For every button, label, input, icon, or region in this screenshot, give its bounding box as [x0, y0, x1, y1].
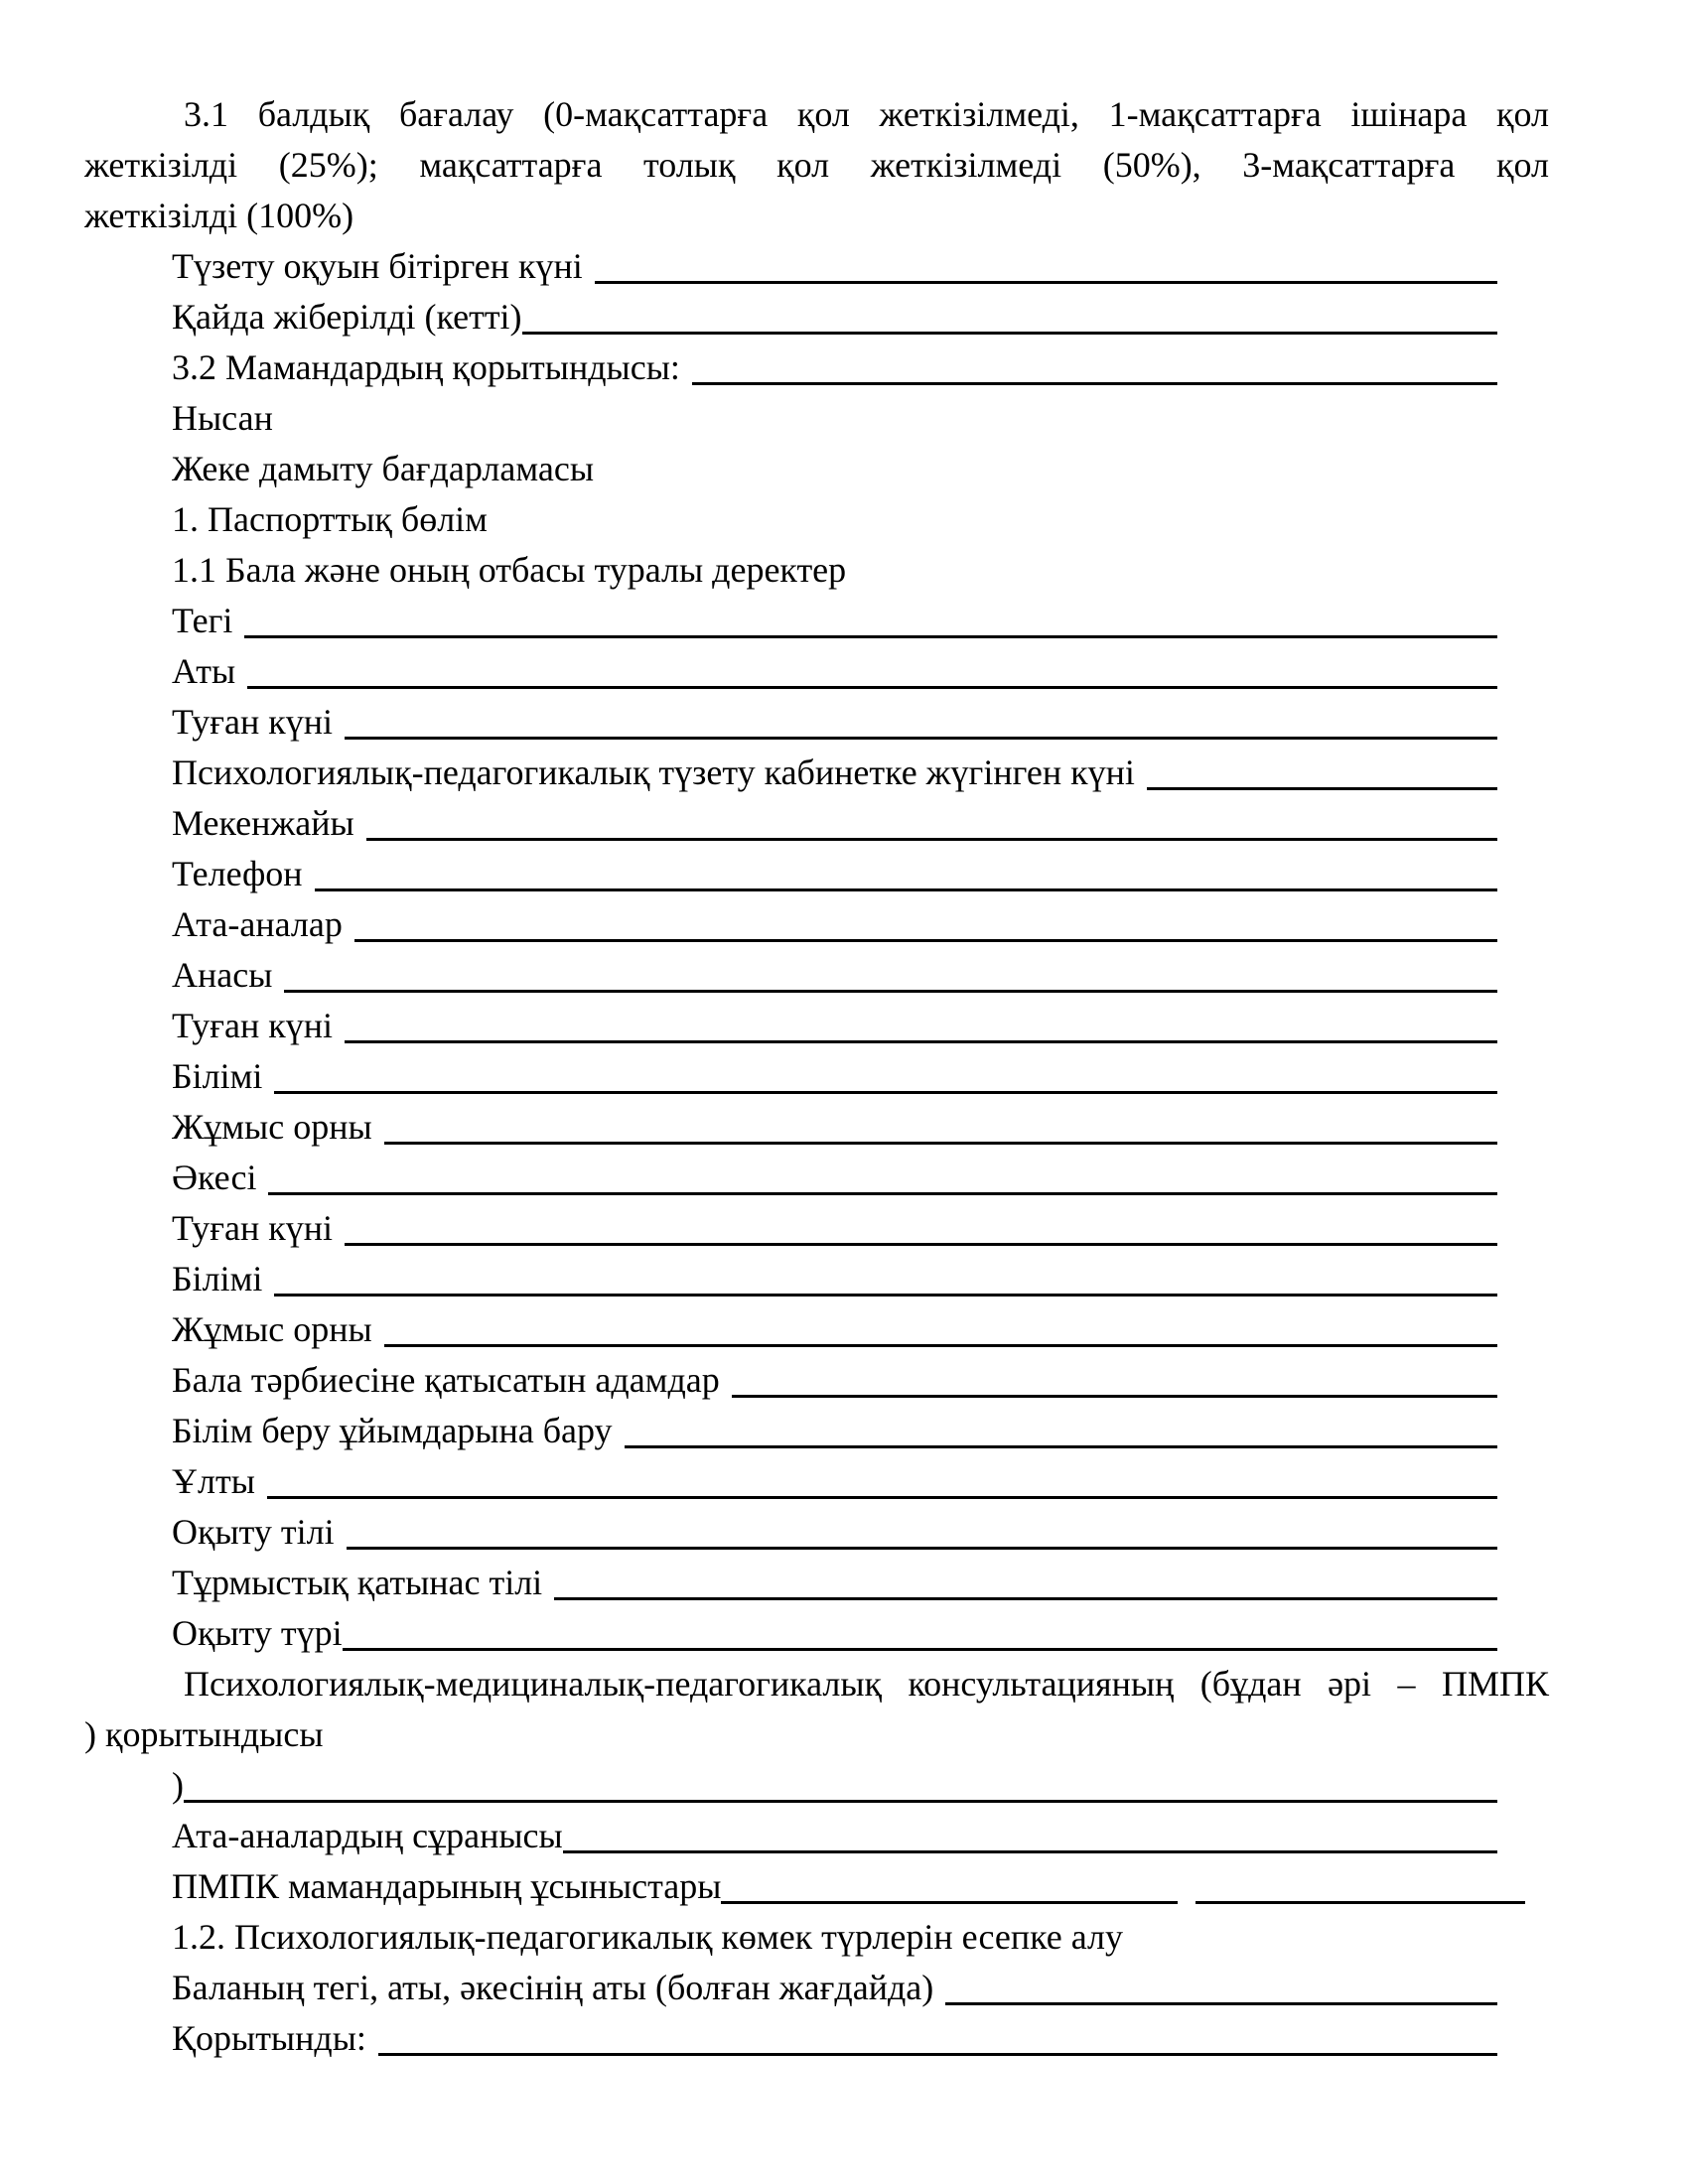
text-line: [84, 1659, 1549, 1709]
blank-underline: [274, 1254, 1497, 1297]
blank-underline: [345, 1001, 1497, 1043]
field-line: [84, 798, 1549, 849]
blank-underline: [244, 596, 1497, 638]
line-text: 1.2. Психологиялық-педагогикалық көмек түрлерін есепке алу: [172, 1917, 1124, 1957]
line-text: Психологиялық-медициналық-педагогикалық консультацияның (бұдан әрі – ПМПК: [184, 1664, 1549, 1704]
blank-underline: [721, 1861, 1178, 1904]
field-line: [84, 1760, 1549, 1811]
line-text: Білімі: [172, 1056, 263, 1096]
blank-underline: [732, 1355, 1497, 1398]
blank-underline: [945, 1963, 1497, 2005]
line-text: Ата-аналар: [172, 904, 343, 944]
blank-underline: [184, 1760, 1497, 1803]
field-line: [84, 646, 1549, 697]
blank-underline: [354, 899, 1497, 942]
line-text: Баланың тегі, аты, әкесінің аты (болған жағдайда): [172, 1968, 934, 2007]
blank-underline: [284, 950, 1497, 993]
field-line: [84, 1406, 1549, 1456]
line-text: Тегі: [172, 601, 233, 640]
blank-underline: [268, 1153, 1497, 1195]
line-text: 3.1 балдық бағалау (0-мақсаттарға қол жеткізілмеді, 1-мақсаттарға ішінара қол: [184, 94, 1549, 134]
line-text: ПМПК мамандарының ұсыныстары: [172, 1866, 722, 1906]
line-text: Бала тәрбиесіне қатысатын адамдар: [172, 1360, 720, 1400]
line-text: Қорытынды:: [172, 2018, 366, 2058]
line-text: 1. Паспорттық бөлім: [172, 499, 488, 539]
field-line: [84, 292, 1549, 342]
line-text: жеткізілді (25%); мақсаттарға толық қол жеткізілмеді (50%), 3-мақсаттарға қол: [84, 145, 1549, 185]
field-line: [84, 1861, 1549, 1912]
field-line: [84, 1051, 1549, 1102]
blank-underline: [595, 241, 1497, 284]
line-text: Туған күні: [172, 702, 333, 742]
line-text: Туған күні: [172, 1208, 333, 1248]
field-line: [84, 342, 1549, 393]
field-line: [84, 1304, 1549, 1355]
line-text: Туған күні: [172, 1006, 333, 1045]
field-line: [84, 950, 1549, 1001]
line-text: Әкесі: [172, 1158, 257, 1197]
line-text: ): [172, 1765, 184, 1805]
line-text: Білімі: [172, 1259, 263, 1298]
blank-underline: [692, 342, 1497, 385]
field-line: [84, 899, 1549, 950]
blank-underline: [343, 1608, 1497, 1651]
text-line: [84, 1912, 1549, 1963]
field-line: [84, 1355, 1549, 1406]
field-line: [84, 1001, 1549, 1051]
line-text: Телефон: [172, 854, 303, 893]
blank-underline: [384, 1102, 1497, 1145]
line-text: ) қорытындысы: [84, 1714, 324, 1754]
field-line: [84, 1102, 1549, 1153]
line-text: Жұмыс орны: [172, 1107, 372, 1147]
field-line: [84, 697, 1549, 748]
field-line: [84, 1608, 1549, 1659]
line-text: Психологиялық-педагогикалық түзету кабинетке жүгінген күні: [172, 752, 1135, 792]
blank-underline: [267, 1456, 1497, 1499]
blank-underline: [345, 1203, 1497, 1246]
form-lines: [84, 89, 1549, 2064]
blank-underline: [366, 798, 1497, 841]
text-line: [84, 140, 1549, 191]
line-text: Жеке дамыту бағдарламасы: [172, 449, 595, 488]
line-text: Жұмыс орны: [172, 1309, 372, 1349]
text-line: [84, 444, 1549, 494]
field-line: [84, 1507, 1549, 1558]
blank-underline: [384, 1304, 1497, 1347]
field-line: [84, 1811, 1549, 1861]
line-text: Оқыту тілі: [172, 1512, 335, 1552]
line-text: Аты: [172, 651, 236, 691]
line-text: Анасы: [172, 955, 273, 995]
line-text: Оқыту түрі: [172, 1613, 343, 1653]
field-line: [84, 1456, 1549, 1507]
field-line: [84, 1558, 1549, 1608]
field-line: [84, 849, 1549, 899]
blank-underline: [378, 2013, 1497, 2056]
line-text: 1.1 Бала және оның отбасы туралы деректер: [172, 550, 847, 590]
line-text: 3.2 Мамандардың қорытындысы:: [172, 347, 680, 387]
line-text: жеткізілді (100%): [84, 196, 354, 235]
line-text: Нысан: [172, 398, 273, 438]
field-line: [84, 1203, 1549, 1254]
line-text: Ұлты: [172, 1461, 255, 1501]
text-line: [84, 1709, 1549, 1760]
text-line: [84, 393, 1549, 444]
field-line: [84, 1963, 1549, 2013]
blank-underline: [522, 292, 1497, 335]
blank-underline: [347, 1507, 1497, 1550]
field-line: [84, 2013, 1549, 2064]
blank-underline: [625, 1406, 1497, 1448]
text-line: [84, 89, 1549, 140]
line-text: Түзету оқуын бітірген күні: [172, 246, 583, 286]
blank-underline: [1147, 748, 1497, 790]
blank-underline: [345, 697, 1497, 740]
field-line: [84, 748, 1549, 798]
blank-underline: [247, 646, 1497, 689]
line-text: Білім беру ұйымдарына бару: [172, 1411, 613, 1450]
blank-underline: [554, 1558, 1497, 1600]
blank-underline: [315, 849, 1497, 891]
field-line: [84, 596, 1549, 646]
line-text: Қайда жіберілді (кетті): [172, 297, 522, 337]
line-text: Тұрмыстық қатынас тілі: [172, 1563, 543, 1602]
text-line: [84, 191, 1549, 241]
field-line: [84, 1153, 1549, 1203]
blank-underline: [274, 1051, 1497, 1094]
line-text: Мекенжайы: [172, 803, 354, 843]
text-line: [84, 494, 1549, 545]
blank-underline: [563, 1811, 1497, 1853]
blank-underline: [1196, 1861, 1525, 1904]
field-line: [84, 241, 1549, 292]
field-line: [84, 1254, 1549, 1304]
line-text: Ата-аналардың сұранысы: [172, 1816, 563, 1855]
text-line: [84, 545, 1549, 596]
